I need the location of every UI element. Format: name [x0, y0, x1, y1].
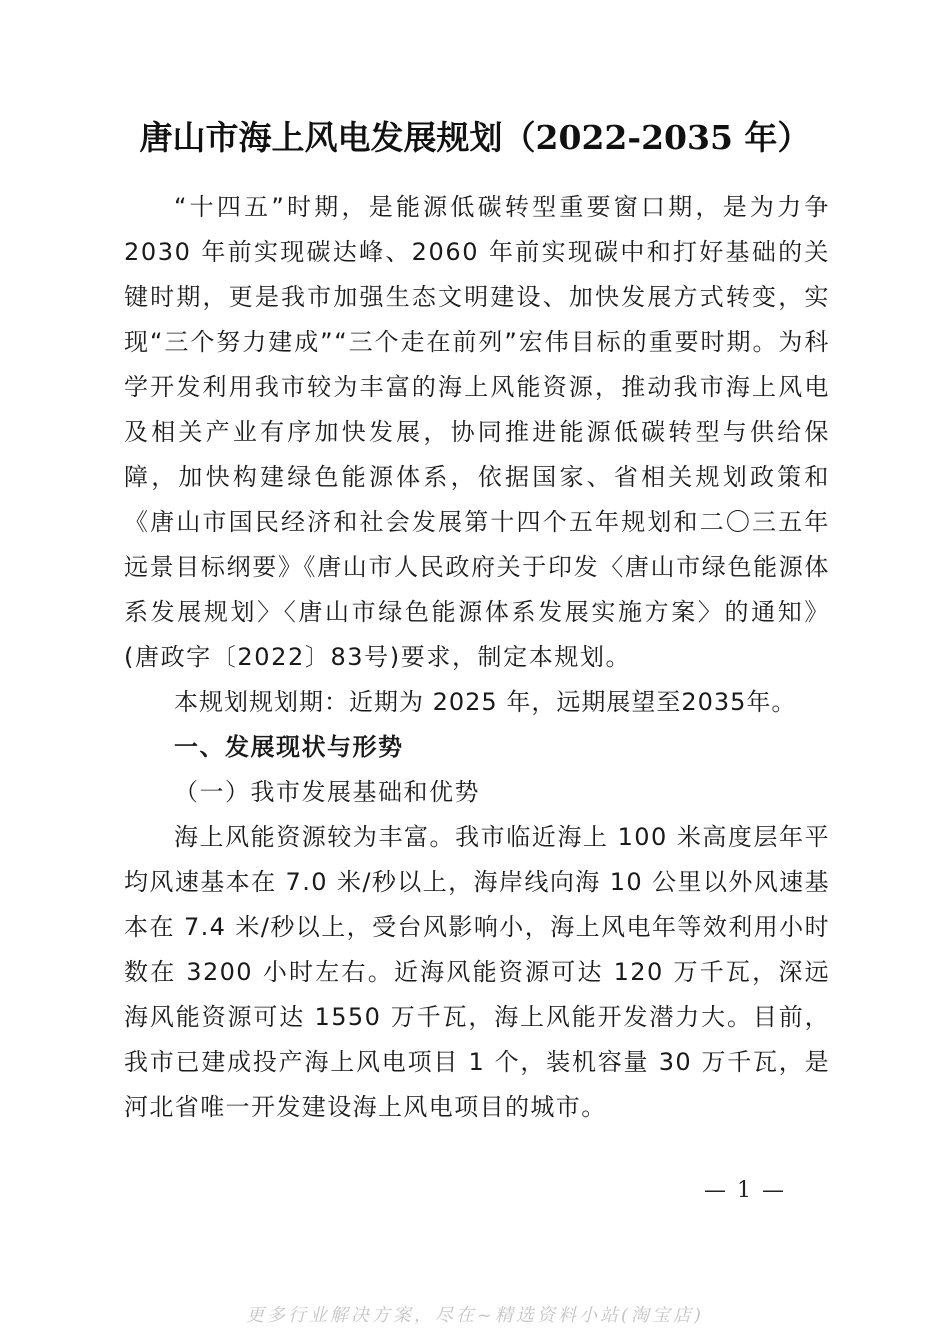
section-heading: 一、发展现状与形势 — [174, 733, 404, 761]
document-body — [124, 185, 830, 1130]
intro-paragraph: “十四五”时期，是能源低碳转型重要窗口期，是为力争2030 年前实现碳达峰、2060 年前实现碳中和打好基础的关键时期，更是我市加强生态文明建设、加快发展方式转变，实现“三个努力建成”“三个走在前列”宏伟目标的重要时期。为科学开发利用我市较为丰富的海上风能资源，推动我市海上风电及相关产业有序加快发展，协同推进能源低碳转型与供给保障，加快构建绿色能源体系，依据国家、省相关规划政策和《唐山市国民经济和社会发展第十四个五年规划和二〇三五年远景目标纲要》《唐山市人民政府关于印发〈唐山市绿色能源体系发展规划〉〈唐山市绿色能源体系发展实施方案〉的通知》(唐政字〔2022〕83号)要求，制定本规划。 — [124, 193, 830, 671]
page-number: — 1 — — [704, 1178, 786, 1203]
footer-watermark: 更多行业解决方案，尽在~精选资料小站(淘宝店) — [245, 1305, 705, 1326]
subsection-heading: （一）我市发展基础和优势 — [174, 778, 480, 806]
planning-period-paragraph: 本规划规划期：近期为 2025 年，远期展望至2035年。 — [174, 688, 797, 716]
document-title: 唐山市海上风电发展规划（2022-2035 年） — [139, 118, 811, 158]
resources-paragraph: 海上风能资源较为丰富。我市临近海上 100 米高度层年平均风速基本在 7.0 米/秒以上，海岸线向海 10 公里以外风速基本在 7.4 米/秒以上，受台风影响小，海上风电年等效利用小时数在 3200 小时左右。近海风能资源可达 120 万千瓦，深远海风能资源可达 1550 万千瓦，海上风能开发潜力大。目前，我市已建成投产海上风电项目 1 个，装机容量 30 万千瓦，是河北省唯一开发建设海上风电项目的城市。 — [124, 823, 830, 1121]
